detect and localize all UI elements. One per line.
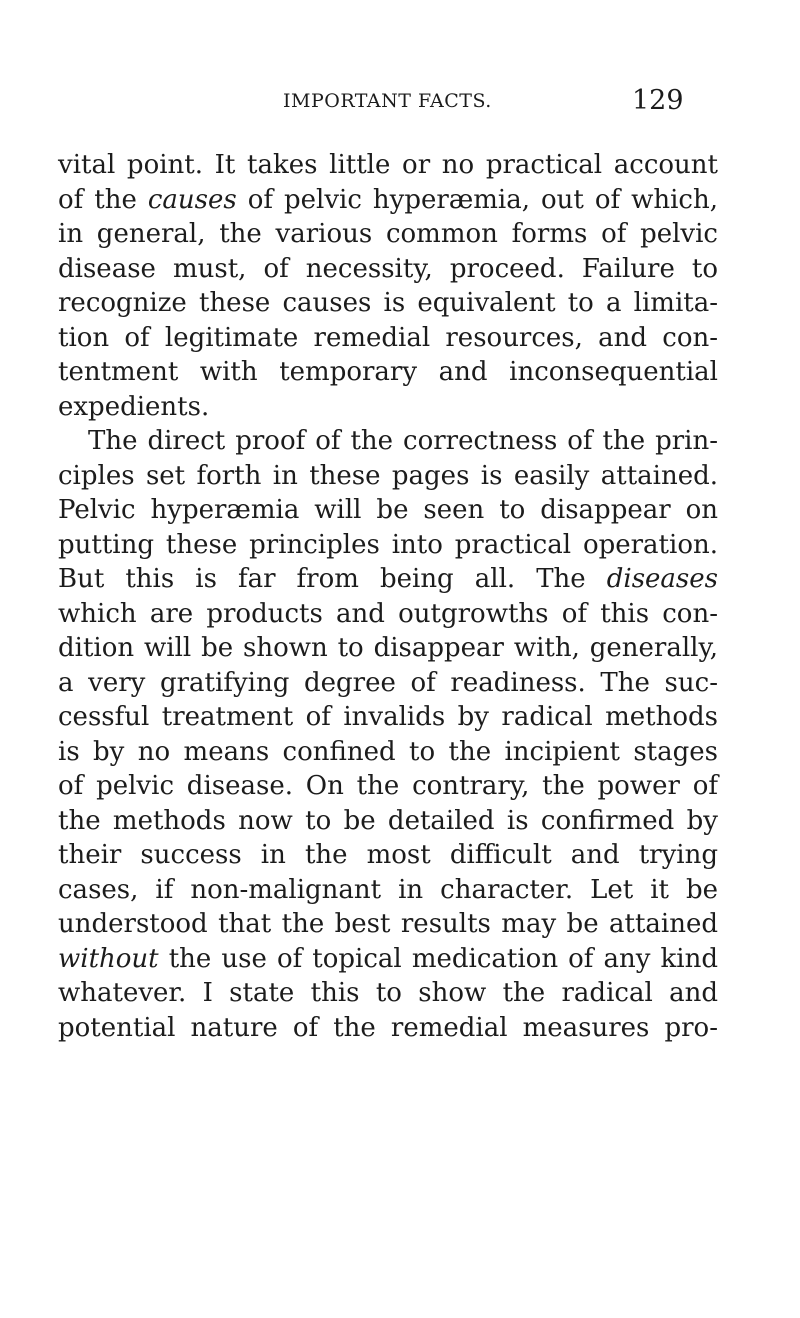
text-line: in general, the various common forms of pelvic: [58, 219, 718, 249]
text-segment: of pelvic hyperæmia, out of which,: [236, 184, 718, 215]
text-line: vital point. It takes little or no practical account: [58, 150, 718, 180]
text-line: of pelvic disease. On the contrary, the power of: [58, 771, 718, 801]
text-line: recognize these causes is equivalent to a limita-: [58, 288, 718, 318]
italic-text: without: [58, 943, 159, 974]
italic-text: causes: [147, 184, 237, 215]
text-line: dition will be shown to disappear with, generally,: [58, 633, 718, 663]
text-line: tion of legitimate remedial resources, and con-: [58, 322, 718, 353]
text-line: [58, 183, 718, 218]
text-line: expedients.: [58, 391, 210, 422]
text-line: which are products and outgrowths of this con-: [58, 598, 718, 629]
text-line: potential nature of the remedial measures pro-: [58, 1012, 718, 1043]
text-segment: But this is far from being all. The: [58, 564, 607, 594]
text-line: [58, 942, 718, 977]
text-line: their success in the most difficult and trying: [58, 840, 718, 870]
text-line: cessful treatment of invalids by radical methods: [58, 702, 718, 732]
text-line: putting these principles into practical operation.: [58, 529, 718, 560]
text-segment: of the: [58, 184, 148, 215]
text-line: a very gratifying degree of readiness. The suc-: [58, 667, 718, 698]
body-text: [58, 148, 718, 1045]
text-line: The direct proof of the correctness of the prin-: [88, 426, 718, 456]
text-line: understood that the best results may be attained: [58, 909, 718, 939]
text-line: ciples set forth in these pages is easily attained.: [58, 460, 718, 491]
text-line: is by no means confined to the incipient stages: [58, 736, 718, 767]
running-head-title: IMPORTANT FACTS.: [283, 90, 492, 112]
text-line: Pelvic hyperæmia will be seen to disappear on: [58, 495, 718, 525]
text-line: tentment with temporary and inconsequential: [58, 357, 718, 387]
text-line: the methods now to be detailed is confirmed by: [58, 805, 718, 836]
text-line: whatever. I state this to show the radical and: [58, 978, 718, 1008]
italic-text: diseases: [606, 564, 718, 594]
text-line: [58, 562, 718, 597]
running-head: [0, 86, 800, 116]
page-number: 129: [632, 85, 684, 116]
text-line: cases, if non-malignant in character. Let it be: [58, 874, 718, 905]
text-segment: the use of topical medication of any kind: [158, 943, 718, 974]
text-line: disease must, of necessity, proceed. Failure to: [58, 253, 718, 284]
